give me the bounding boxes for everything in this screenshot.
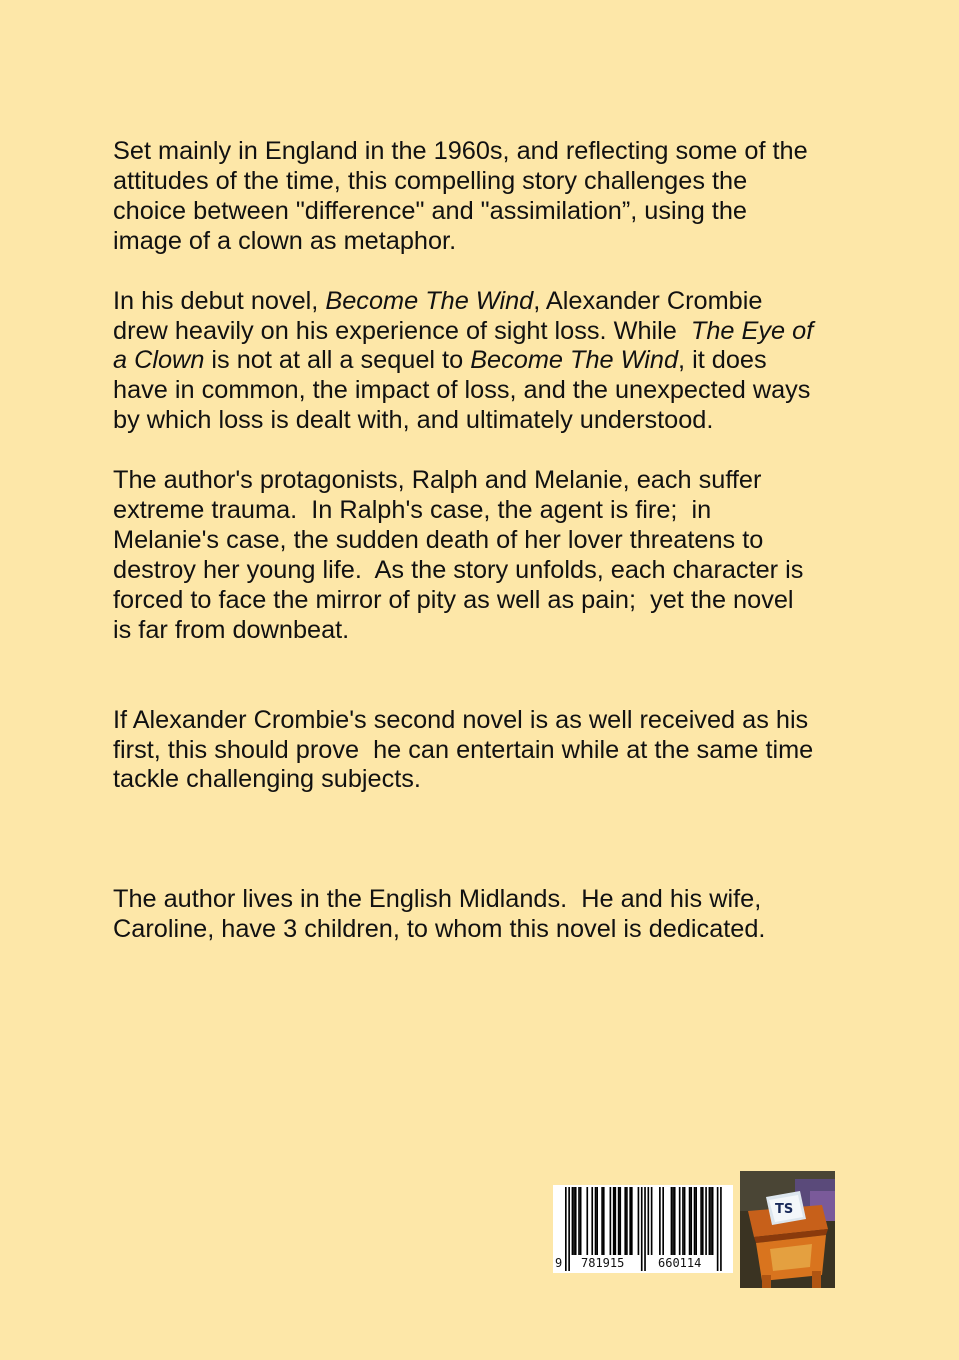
barcode-bar xyxy=(580,1187,582,1255)
logo-letters: TS xyxy=(775,1202,794,1217)
barcode-bar xyxy=(679,1187,681,1255)
barcode-bar xyxy=(578,1187,580,1255)
blurb-paragraph-second-novel xyxy=(113,706,893,796)
barcode-bar xyxy=(586,1187,588,1255)
barcode-bar xyxy=(674,1187,676,1255)
text-run: drew heavily on his experience of sight loss. While xyxy=(113,316,691,345)
barcode-bar xyxy=(629,1187,631,1255)
text-line xyxy=(113,317,893,347)
text-line: extreme trauma. In Ralph's case, the agent is fire; in xyxy=(113,496,712,525)
barcode-bar xyxy=(651,1187,653,1255)
text-line: image of a clown as metaphor. xyxy=(113,226,457,255)
book-title: a Clown xyxy=(113,346,205,375)
barcode-bar xyxy=(689,1187,691,1255)
blurb-paragraph-setting xyxy=(113,137,893,257)
isbn-digits xyxy=(553,1253,733,1273)
text-line xyxy=(113,287,893,317)
isbn-first-digit: 9 xyxy=(555,1256,563,1270)
barcode-bar xyxy=(613,1187,615,1255)
barcode-bar xyxy=(671,1187,673,1255)
back-cover-blurb xyxy=(113,137,893,945)
barcode-bar xyxy=(603,1187,605,1255)
barcode-bar xyxy=(648,1187,650,1255)
text-line: If Alexander Crombie's second novel is as well received as his xyxy=(113,705,809,734)
barcode-bar xyxy=(626,1187,628,1255)
barcode-bar xyxy=(710,1187,712,1255)
text-line: Set mainly in England in the 1960s, and reflecting some of the xyxy=(113,137,808,165)
isbn-right-group: 660114 xyxy=(658,1256,702,1270)
text-line: choice between "difference" and "assimilation”, using the xyxy=(113,196,747,225)
barcode-bar xyxy=(631,1187,633,1255)
text-line: Melanie's case, the sudden death of her lover threatens to xyxy=(113,525,764,554)
barcode-bar xyxy=(575,1187,577,1255)
barcode-bar xyxy=(610,1187,612,1255)
author-bio xyxy=(113,885,893,945)
barcode-bar xyxy=(672,1187,674,1255)
barcode-bar xyxy=(573,1187,575,1255)
text-line: first, this should prove he can entertain while at the same time xyxy=(113,735,814,764)
text-line: The author's protagonists, Ralph and Melanie, each suffer xyxy=(113,466,762,495)
book-title: Become The Wind xyxy=(470,346,679,375)
text-run: is not at all a sequel to xyxy=(204,346,471,375)
barcode-bar xyxy=(709,1187,711,1255)
book-title: Become The Wind xyxy=(325,286,534,315)
text-run: , Alexander Crombie xyxy=(533,286,763,315)
barcode-bar xyxy=(659,1187,661,1255)
text-line: forced to face the mirror of pity as well as pain; yet the novel xyxy=(113,585,794,614)
publisher-logo-icon xyxy=(740,1171,835,1288)
barcode-bar xyxy=(662,1187,664,1255)
barcode-bar xyxy=(702,1187,704,1255)
barcode-bar xyxy=(591,1187,593,1255)
blurb-paragraph-protagonists xyxy=(113,466,893,645)
barcode-bar xyxy=(596,1187,598,1255)
isbn-barcode xyxy=(553,1185,733,1273)
barcode-bar xyxy=(615,1187,617,1255)
text-line: attitudes of the time, this compelling story challenges the xyxy=(113,166,748,195)
barcode-bar xyxy=(700,1187,702,1255)
text-run: , it does xyxy=(678,346,767,375)
barcode-bar xyxy=(694,1187,696,1255)
text-line xyxy=(113,346,893,376)
barcode-bar xyxy=(682,1187,684,1255)
barcode-bar xyxy=(572,1187,574,1255)
text-run: In his debut novel, xyxy=(113,286,326,315)
barcode-bar xyxy=(684,1187,686,1255)
blurb-paragraph-debut-novel xyxy=(113,287,893,437)
text-line: Caroline, have 3 children, to whom this novel is dedicated. xyxy=(113,915,766,944)
barcode-bar xyxy=(595,1187,597,1255)
book-title: The Eye of xyxy=(690,316,814,345)
barcode-bar xyxy=(624,1187,626,1255)
text-line: The author lives in the English Midlands. He and his wife, xyxy=(113,885,762,914)
barcode-bar xyxy=(619,1187,621,1255)
barcode-bar xyxy=(618,1187,620,1255)
isbn-left-group: 781915 xyxy=(581,1256,625,1270)
barcode-bar xyxy=(712,1187,714,1255)
barcode-bar xyxy=(601,1187,603,1255)
barcode-bar xyxy=(705,1187,707,1255)
text-line: destroy her young life. As the story unfolds, each character is xyxy=(113,555,804,584)
text-line: have in common, the impact of loss, and the unexpected ways xyxy=(113,376,811,405)
barcode-bar xyxy=(695,1187,697,1255)
barcode-bar xyxy=(638,1187,640,1255)
text-line: by which loss is dealt with, and ultimately understood. xyxy=(113,406,714,435)
barcode-bar xyxy=(690,1187,692,1255)
text-line: tackle challenging subjects. xyxy=(113,765,421,794)
text-line: is far from downbeat. xyxy=(113,615,350,644)
publisher-logo-image xyxy=(740,1171,835,1288)
